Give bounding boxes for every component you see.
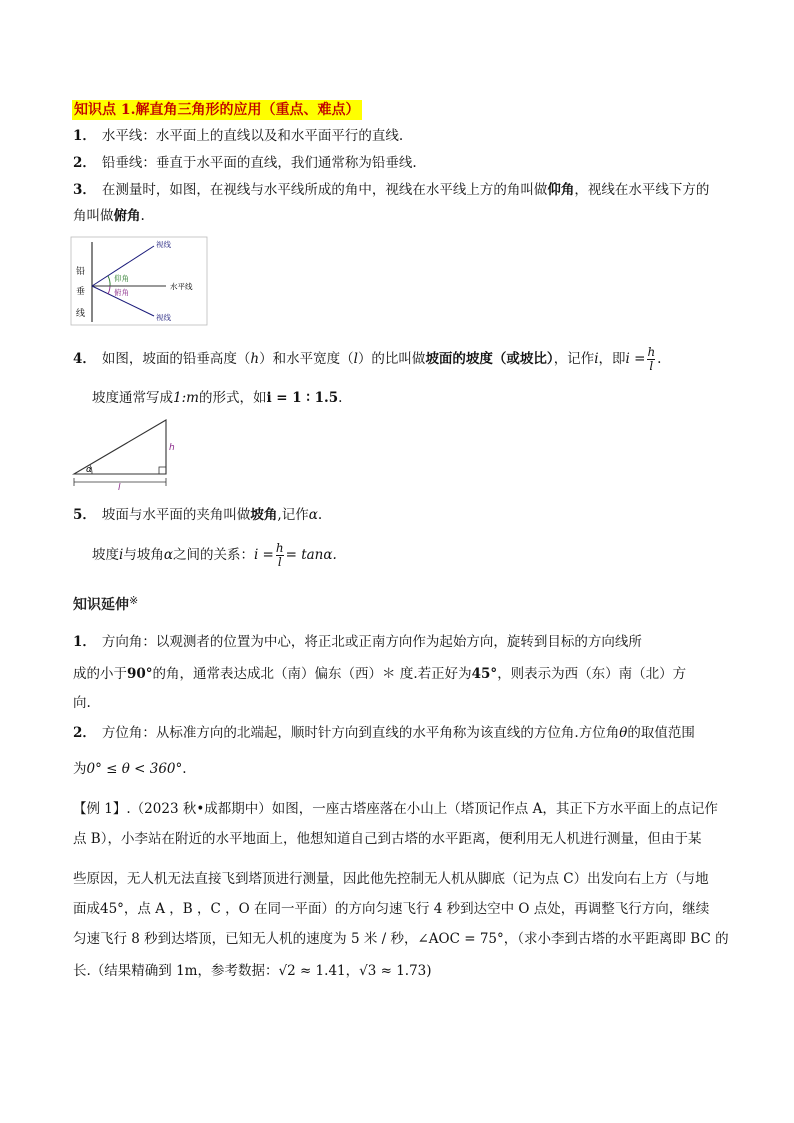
star-mark: ※ [129, 594, 139, 607]
ext-item-2 [73, 723, 695, 743]
ratio-form: 1:m [173, 390, 199, 406]
item-number: 2． [73, 725, 96, 741]
bold-term-slope-angle: 坡角 [250, 507, 278, 523]
item-text: 成的小于 [73, 666, 127, 682]
fig1-label-vertical-1: 铅 [76, 267, 86, 277]
item-text: 水平线：水平面上的直线以及和水平面平行的直线. [101, 128, 404, 144]
item-text: 方位角：从标准方向的北端起，顺时针方向到直线的水平角称为该直线的方位角.方位角 [101, 725, 620, 741]
eq-rhs: = tanα. [285, 547, 337, 563]
item-text: 在测量时，如图，在视线与水平线所成的角中，视线在水平线上方的角叫做 [101, 182, 548, 198]
item-text: ，记作 [553, 351, 595, 367]
item-text: 铅垂线：垂直于水平面的直线，我们通常称为铅垂线. [101, 155, 417, 171]
item-number: 4． [73, 351, 96, 367]
ext-item-1 [73, 632, 642, 652]
item-text: ，则表示为西（东）南（北）方 [497, 666, 687, 682]
angle-90: 90° [127, 666, 153, 682]
item-text: 坡度通常写成 [92, 390, 173, 406]
item-1 [73, 126, 403, 146]
item-text: 坡面与水平面的夹角叫做 [101, 507, 251, 523]
fig2-h-label: h [169, 443, 175, 453]
figure-slope-triangle [70, 414, 190, 492]
fig1-sight-bottom: 视线 [156, 313, 171, 322]
item-text: 向. [73, 695, 91, 711]
item-number: 3． [73, 182, 96, 198]
example-line-5: 匀速飞行 8 秒到达塔顶，已知无人机的速度为 5 米 / 秒，∠AOC = 75°，（求小李到古塔的水平距离即 BC 的 [73, 931, 729, 947]
fig1-label-vertical-2: 垂 [76, 287, 86, 297]
item-text: 为 [73, 761, 87, 777]
fraction-h-over-l: $\frac{h}{l}$ [647, 345, 656, 373]
item-text: 的取值范围 [627, 725, 695, 741]
bold-term-elevation: 仰角 [547, 182, 575, 198]
fig2-alpha-label: α [86, 465, 92, 475]
item-5 [73, 505, 322, 525]
var-h: h [250, 351, 260, 367]
item-text: . [182, 761, 187, 777]
item-5-note [92, 542, 337, 569]
ext-item-1-line2 [73, 664, 686, 684]
figure-elevation-depression [70, 236, 210, 328]
ext-item-2-line2 [73, 759, 187, 779]
item-text: ,记作 [277, 507, 309, 523]
ratio-example: i = 1 ∶ 1.5 [266, 390, 339, 406]
angle-45: 45° [471, 666, 498, 682]
theta-range: 0° ≤ θ < 360° [86, 761, 183, 777]
item-4 [73, 346, 661, 373]
item-number: 5． [73, 507, 96, 523]
example-line-1: 【例 1】.（2023 秋•成都期中）如图，一座古塔座落在小山上（塔顶记作点 A，其正下方水平面上的点记作 [73, 801, 718, 817]
item-text: 角叫做 [73, 208, 114, 224]
fig1-sight-top: 视线 [156, 240, 171, 249]
item-text: ）和水平宽度（ [259, 351, 354, 367]
bold-term-depression: 俯角 [113, 208, 141, 224]
example-line-3: 些原因，无人机无法直接飞到塔顶进行测量，因此他先控制无人机从脚底（记为点 C）出发向右上方（与地 [73, 871, 709, 887]
var-theta: θ [619, 725, 628, 741]
item-number: 1． [73, 128, 96, 144]
item-text: . [317, 507, 323, 523]
eq-lhs: i = [253, 547, 274, 563]
var-i: i [594, 351, 599, 367]
item-text: ，即 [598, 351, 626, 367]
item-text: 坡度 [92, 547, 119, 563]
example-line-2: 点 B），小李站在附近的水平地面上，他想知道自己到古塔的水平距离，便利用无人机进行测量，但由于某 [73, 831, 702, 847]
item-text: 的角，通常表达成北（南）偏东（西）＊ 度.若正好为 [152, 666, 472, 682]
var-alpha: α [308, 507, 318, 523]
example-line-6: 长.（结果精确到 1m，参考数据：√2 ≈ 1.41，√3 ≈ 1.73) [73, 963, 432, 979]
item-text: ）的比叫做 [357, 351, 426, 367]
fig1-horizontal-label: 水平线 [170, 282, 193, 291]
fig2-l-label: l [118, 483, 121, 492]
var-alpha: α [163, 547, 173, 563]
ext-item-1-line3 [73, 693, 91, 713]
item-text: 如图，坡面的铅垂高度（ [101, 351, 251, 367]
item-text: 与坡角 [123, 547, 164, 563]
eq-lhs: i = [625, 351, 646, 367]
item-text: 方向角：以观测者的位置为中心，将正北或正南方向作为起始方向，旋转到目标的方向线所 [101, 634, 642, 650]
section-title: 知识点 1.解直角三角形的应用（重点、难点） [74, 102, 360, 118]
var-i: i [119, 547, 124, 563]
item-text: . [140, 208, 145, 224]
fraction-h-over-l: $\frac{h}{l}$ [275, 541, 284, 569]
item-number: 1． [73, 634, 96, 650]
example-line-4: 面成45°，点 A ，B ，C ，O 在同一平面）的方向匀速飞行 4 秒到达空中 O 点处，再调整飞行方向，继续 [73, 901, 710, 917]
item-3-cont [73, 206, 145, 226]
item-3 [73, 180, 709, 200]
item-text: . [338, 390, 343, 406]
item-text: . [657, 351, 662, 367]
item-2 [73, 153, 417, 173]
item-text: 之间的关系： [172, 547, 254, 563]
bold-term-slope: 坡面的坡度（或坡比） [425, 351, 554, 367]
item-number: 2． [73, 155, 96, 171]
item-4-note [92, 388, 342, 408]
extension-title: 知识延伸※ [73, 594, 139, 613]
item-text: 的形式，如 [198, 390, 267, 406]
var-l: l [353, 351, 358, 367]
fig1-elevation-label: 仰角 [114, 274, 129, 283]
fig1-label-vertical-3: 线 [76, 309, 86, 319]
item-text: ，视线在水平线下方的 [574, 182, 710, 198]
fig1-depression-label: 俯角 [114, 288, 129, 297]
